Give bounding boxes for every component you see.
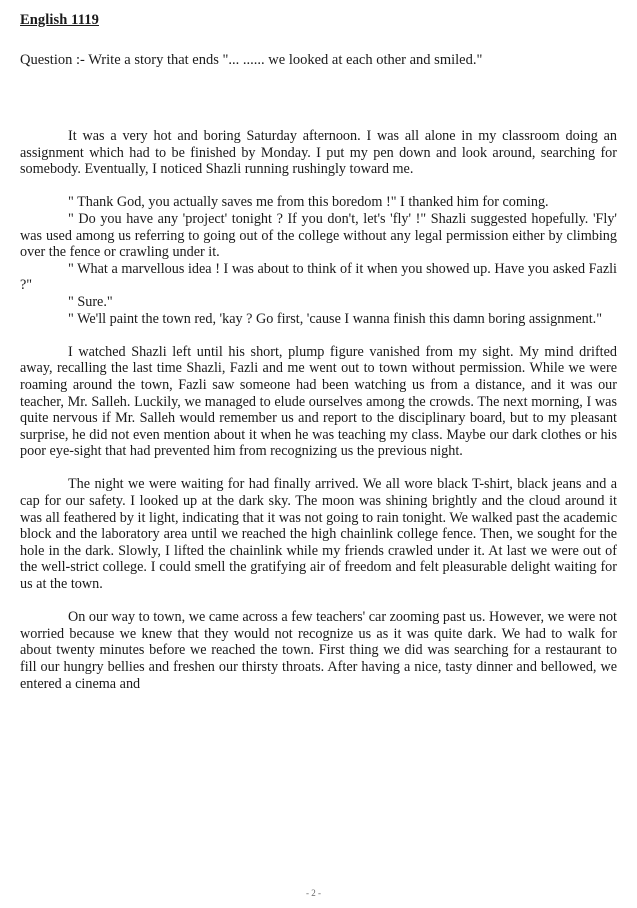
course-title: English 1119 [20,12,99,28]
story-paragraph: I watched Shazli left until his short, plump figure vanished from my sight. My mind drifted away, recalling the last time Shazli, Fazli and me went out to town without permission. While we were roaming around the town, Fazli saw someone had been watching us from a distance, and it was our teacher, Mr. Salleh. Luckily, we managed to elude ourselves among the crowds. The next morning, I was quite nervous if Mr. Salleh would remember us and report to the disciplinary board, but to my pleasant surprise, he did not even mention about it when he was teaching my class. Maybe our dark clothes or his poor eye-sight that had prevented him from recognizing us the previous night. [20,343,617,460]
story-paragraph: It was a very hot and boring Saturday afternoon. I was all alone in my classroom doing an assignment which had to be finished by Monday. I put my pen down and look around, searching for somebody. Eventually, I noticed Shazli running rushingly toward me. [20,128,617,178]
question-prompt: Question :- Write a story that ends "... ...... we looked at each other and smiled." [20,52,483,68]
story-paragraph: " We'll paint the town red, 'kay ? Go first, 'cause I wanna finish this damn boring assignment." [68,310,603,327]
story-paragraph: " What a marvellous idea ! I was about to think of it when you showed up. Have you asked Fazli ?" [20,260,617,294]
page-number: - 2 - [306,888,321,898]
story-paragraph: " Sure." [68,293,113,310]
story-paragraph: On our way to town, we came across a few teachers' car zooming past us. However, we were not worried because we knew that they would not recognize us as it was quite dark. We had to walk for about twenty minutes before we reached the town. First thing we did was searching for a restaurant to fill our hungry bellies and freshen our thirsty throats. After having a nice, tasty dinner and bellowed, we entered a cinema and [20,609,617,692]
story-paragraph: " Thank God, you actually saves me from this boredom !" I thanked him for coming. [68,194,549,211]
story-paragraph: The night we were waiting for had finally arrived. We all wore black T-shirt, black jeans and a cap for our safety. I looked up at the dark sky. The moon was shining brightly and the cloud around it was all feathered by it light, indicating that it was not going to rain tonight. We walked past the academic block and the laboratory area until we reached the high chainlink college fence. Then, we sought for the hole in the dark. Slowly, I lifted the chainlink while my friends crawled under it. At last we were out of the well-strict college. I could smell the gratifying air of freedom and felt pleasurable delight waiting for us at the town. [20,476,617,593]
story-paragraph: " Do you have any 'project' tonight ? If you don't, let's 'fly' !" Shazli suggested hopefully. 'Fly' was used among us referring to going out of the college without any legal permission either by climbing over the fence or crawling under it. [20,210,617,261]
story-body [20,128,617,692]
